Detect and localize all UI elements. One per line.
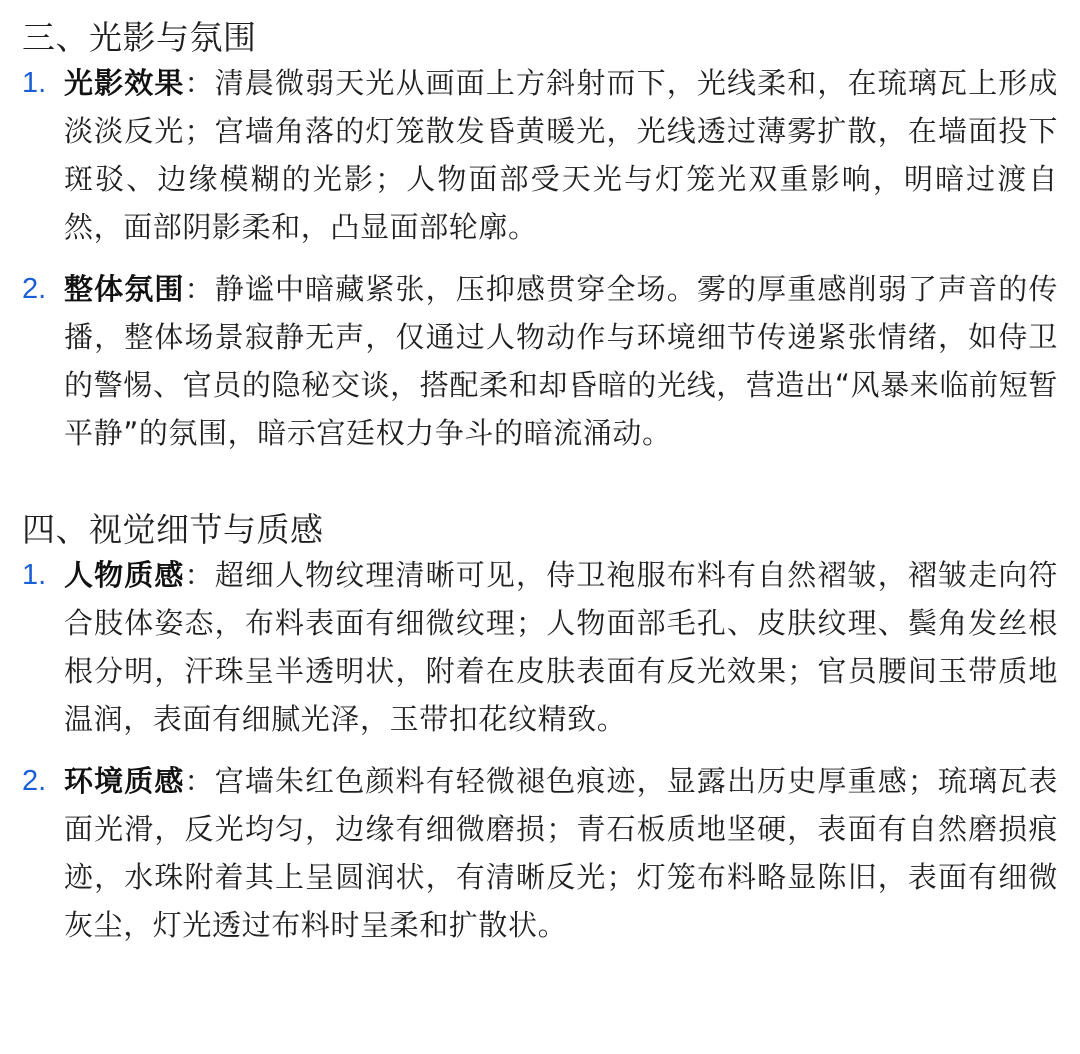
list-item-text: 超细人物纹理清晰可见，侍卫袍服布料有自然褶皱，褶皱走向符合肢体姿态，布料表面有细微纹理；人物面部毛孔、皮肤纹理、鬓角发丝根根分明，汗珠呈半透明状，附着在皮肤表面有反光效果；官员腰间玉带质地温润，表面有细腻光泽，玉带扣花纹精致。 bbox=[64, 558, 1058, 736]
list-item-text: 宫墙朱红色颜料有轻微褪色痕迹，显露出历史厚重感；琉璃瓦表面光滑，反光均匀，边缘有细微磨损；青石板质地坚硬，表面有自然磨损痕迹，水珠附着其上呈圆润状，有清晰反光；灯笼布料略显陈旧，表面有细微灰尘，灯光透过布料时呈柔和扩散状。 bbox=[64, 764, 1058, 942]
list-item-term: 整体氛围 bbox=[64, 272, 185, 306]
list-item-term: 光影效果 bbox=[64, 66, 185, 100]
list-item-term: 环境质感 bbox=[64, 764, 185, 798]
list-item-text: 清晨微弱天光从画面上方斜射而下，光线柔和，在琉璃瓦上形成淡淡反光；宫墙角落的灯笼散发昏黄暖光，光线透过薄雾扩散，在墙面投下斑驳、边缘模糊的光影；人物面部受天光与灯笼光双重影响，明暗过渡自然，面部阴影柔和，凸显面部轮廓。 bbox=[64, 66, 1058, 244]
list-item-body bbox=[64, 265, 1058, 457]
list-item bbox=[22, 59, 1058, 251]
list-number: 2. bbox=[22, 273, 47, 305]
list-item bbox=[22, 265, 1058, 457]
list-item-term: 人物质感 bbox=[64, 558, 185, 592]
list-item bbox=[22, 551, 1058, 743]
list-item-body bbox=[64, 59, 1058, 251]
term-colon: ： bbox=[184, 272, 215, 306]
list-item-body bbox=[64, 551, 1058, 743]
visual-detail-texture-list bbox=[22, 551, 1058, 949]
term-colon: ： bbox=[184, 764, 215, 798]
list-number: 2. bbox=[22, 765, 47, 797]
lighting-atmosphere-list bbox=[22, 59, 1058, 457]
list-number: 1. bbox=[22, 559, 47, 591]
list-item-text: 静谧中暗藏紧张，压抑感贯穿全场。雾的厚重感削弱了声音的传播，整体场景寂静无声，仅通过人物动作与环境细节传递紧张情绪，如侍卫的警惕、官员的隐秘交谈，搭配柔和却昏暗的光线，营造出“风暴来临前短暂平静”的氛围，暗示宫廷权力争斗的暗流涌动。 bbox=[64, 272, 1058, 450]
section-title-lighting-atmosphere: 三、光影与氛围 bbox=[22, 18, 257, 57]
list-item bbox=[22, 757, 1058, 949]
list-number: 1. bbox=[22, 67, 47, 99]
section-title-visual-detail-texture: 四、视觉细节与质感 bbox=[22, 510, 324, 549]
list-item-body bbox=[64, 757, 1058, 949]
term-colon: ： bbox=[184, 558, 215, 592]
term-colon: ： bbox=[184, 66, 215, 100]
